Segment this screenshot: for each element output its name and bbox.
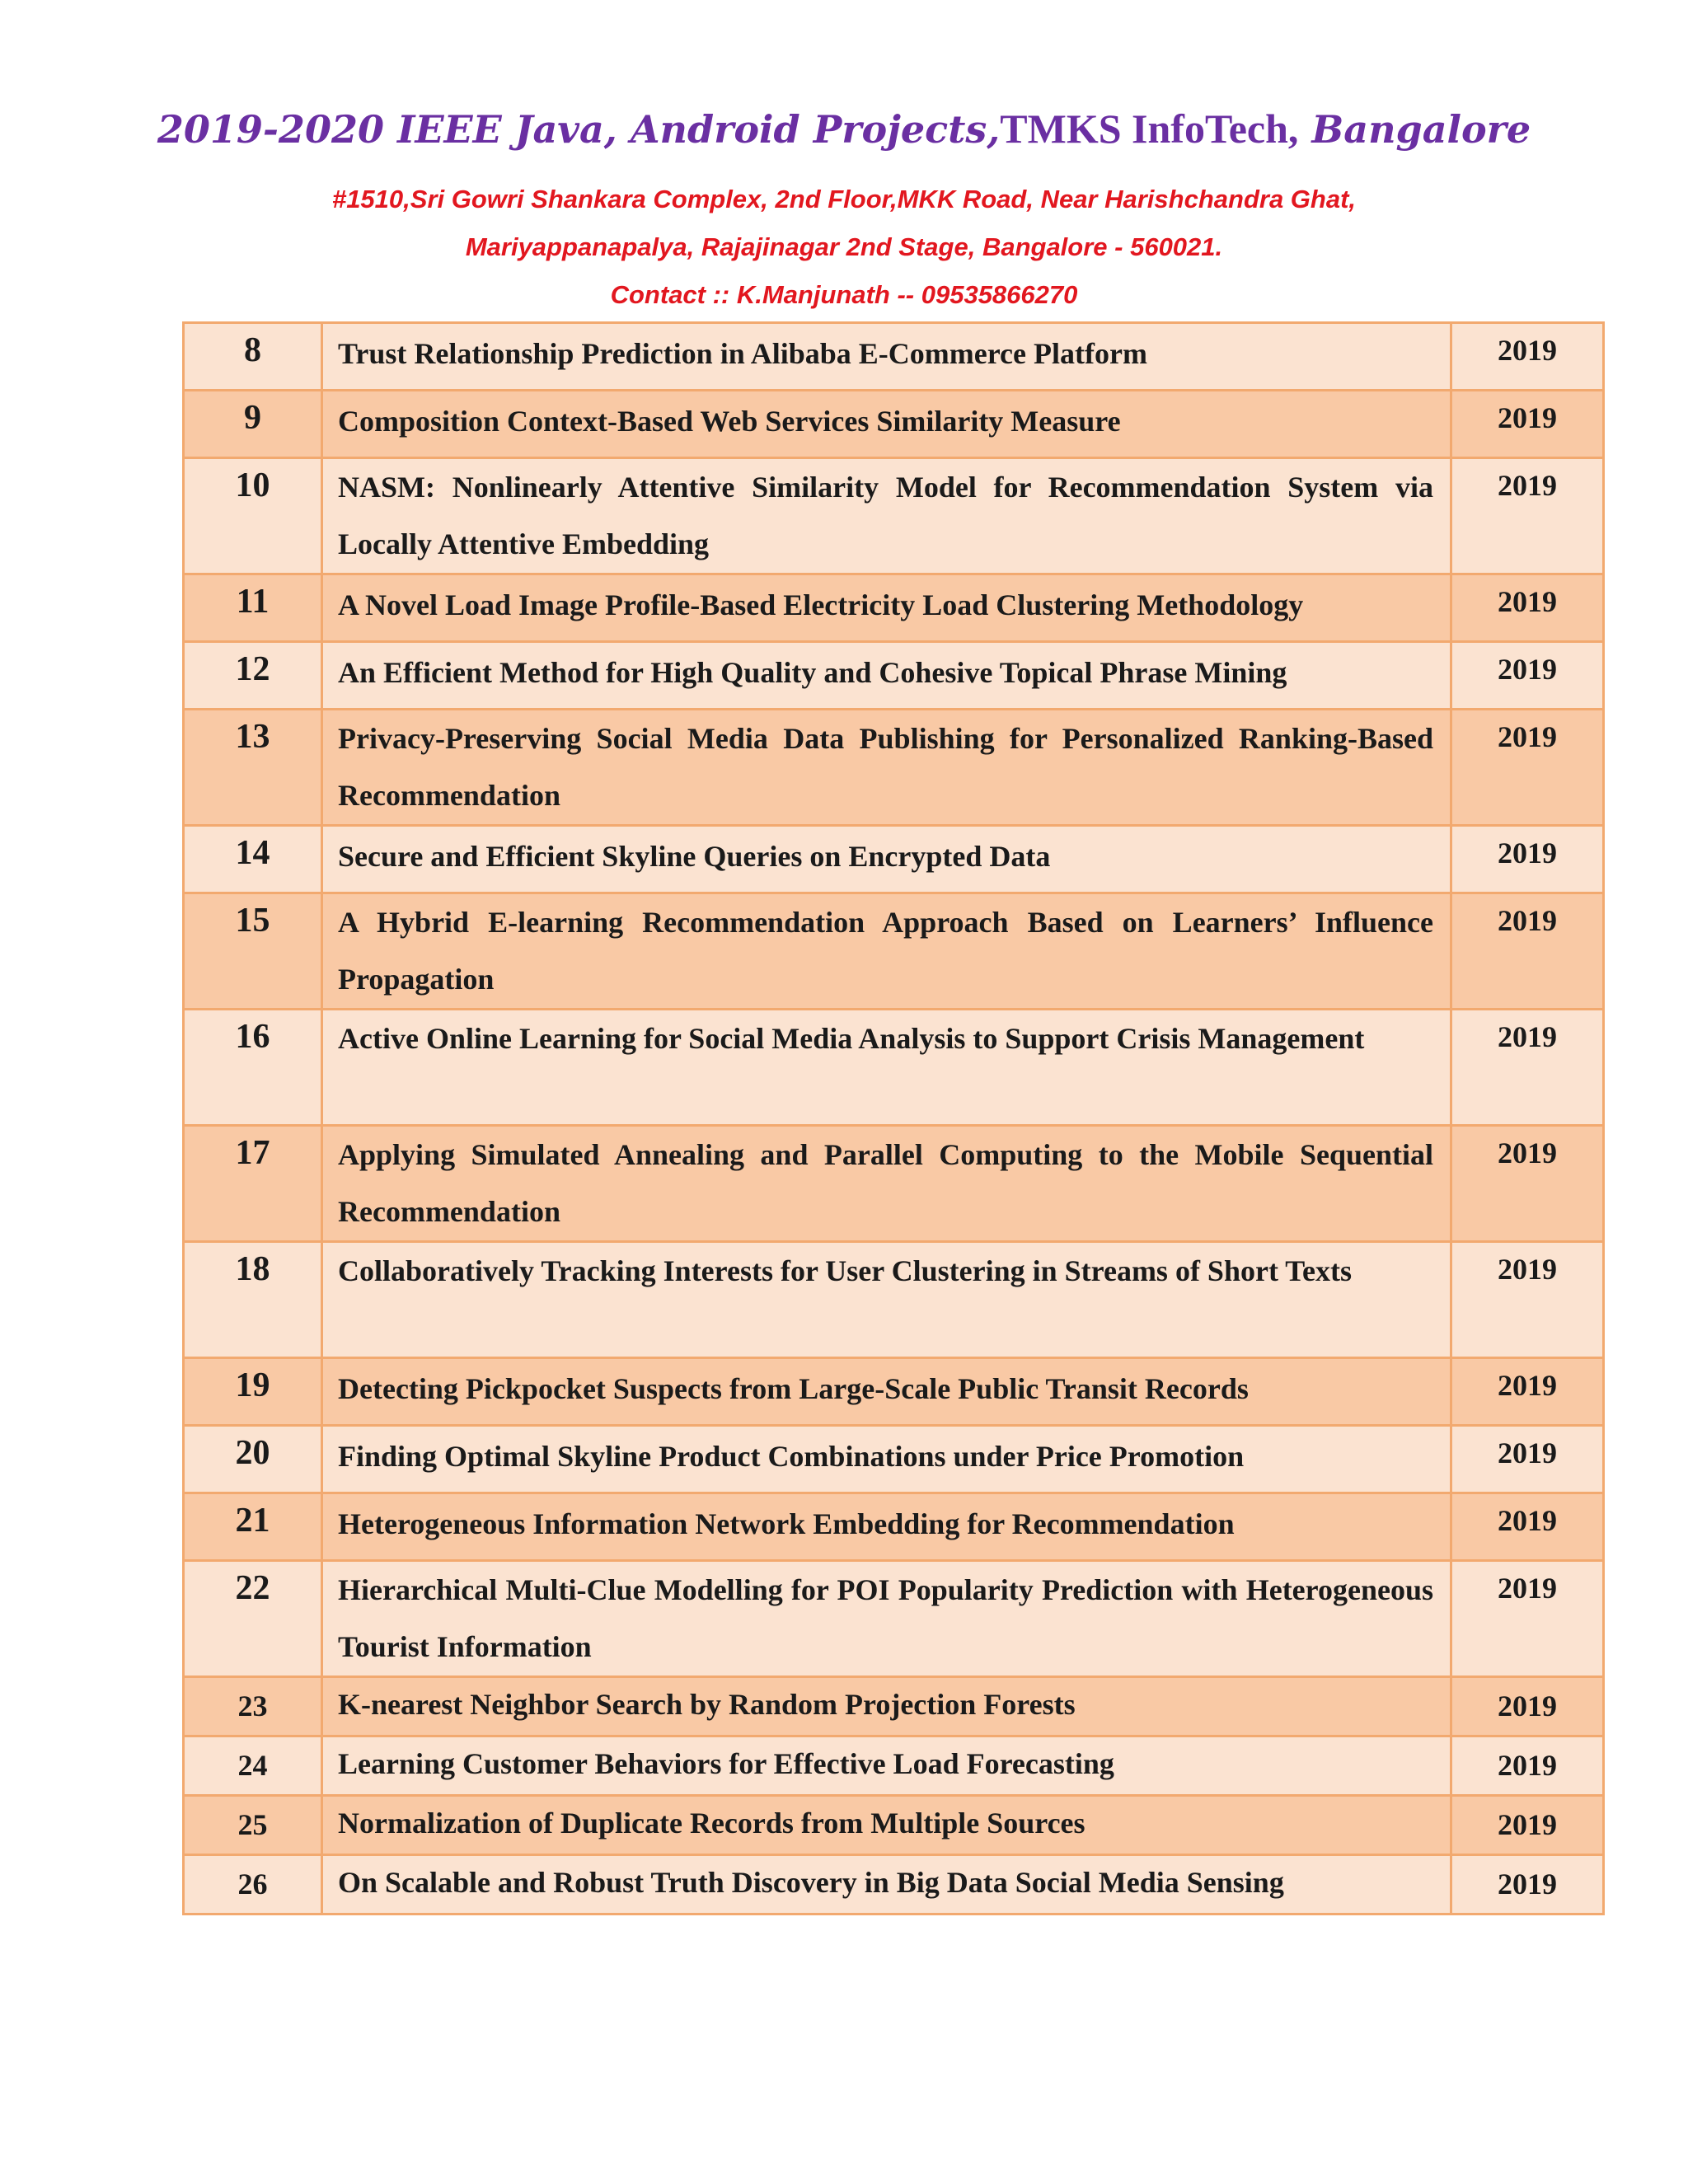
table-row: [184, 893, 1604, 1010]
table-row: [184, 323, 1604, 391]
project-year: 2019: [1451, 1493, 1604, 1561]
project-number: 14: [184, 826, 322, 893]
project-number: 15: [184, 893, 322, 1010]
project-title: Composition Context-Based Web Services Similarity Measure: [322, 391, 1451, 458]
address-line-2: Mariyappanapalya, Rajajinagar 2nd Stage, Bangalore - 560021.: [465, 232, 1223, 261]
project-year: 2019: [1451, 1677, 1604, 1736]
project-number: 21: [184, 1493, 322, 1561]
project-number: 11: [184, 574, 322, 642]
address-line-1: #1510,Sri Gowri Shankara Complex, 2nd Floor,MKK Road, Near Harishchandra Ghat,: [331, 185, 1357, 213]
table-row: [184, 391, 1604, 458]
project-title: Active Online Learning for Social Media Analysis to Support Crisis Management: [322, 1010, 1451, 1126]
table-row: [184, 1677, 1604, 1736]
project-number: 9: [184, 391, 322, 458]
project-title: Privacy-Preserving Social Media Data Publishing for Personalized Ranking-Based Recommendation: [322, 710, 1451, 826]
project-title: Learning Customer Behaviors for Effective Load Forecasting: [322, 1736, 1451, 1796]
table-row: [184, 1796, 1604, 1855]
project-title: Collaboratively Tracking Interests for User Clustering in Streams of Short Texts: [322, 1242, 1451, 1358]
project-year: 2019: [1451, 1358, 1604, 1426]
project-number: 13: [184, 710, 322, 826]
project-number: 22: [184, 1561, 322, 1677]
table-row: [184, 1126, 1604, 1242]
page-header: [0, 99, 1688, 319]
project-year: 2019: [1451, 710, 1604, 826]
project-number: 20: [184, 1426, 322, 1493]
project-title: Heterogeneous Information Network Embedding for Recommendation: [322, 1493, 1451, 1561]
table-row: [184, 1426, 1604, 1493]
project-title: A Hybrid E-learning Recommendation Approach Based on Learners’ Influence Propagation: [322, 893, 1451, 1010]
project-year: 2019: [1451, 642, 1604, 710]
project-title: K-nearest Neighbor Search by Random Projection Forests: [322, 1677, 1451, 1736]
page-title: [0, 99, 1688, 159]
project-number: 16: [184, 1010, 322, 1126]
table-row: [184, 458, 1604, 574]
project-number: 18: [184, 1242, 322, 1358]
table-row: [184, 574, 1604, 642]
project-title: Secure and Efficient Skyline Queries on Encrypted Data: [322, 826, 1451, 893]
table-row: [184, 1358, 1604, 1426]
project-year: 2019: [1451, 1010, 1604, 1126]
table-row: [184, 710, 1604, 826]
project-title: An Efficient Method for High Quality and Cohesive Topical Phrase Mining: [322, 642, 1451, 710]
project-year: 2019: [1451, 574, 1604, 642]
title-company: TMKS InfoTech,: [1000, 105, 1299, 152]
project-number: 8: [184, 323, 322, 391]
table-row: [184, 1493, 1604, 1561]
project-year: 2019: [1451, 1855, 1604, 1915]
project-year: 2019: [1451, 1426, 1604, 1493]
project-year: 2019: [1451, 1736, 1604, 1796]
project-year: 2019: [1451, 323, 1604, 391]
contact-line: Contact :: K.Manjunath -- 09535866270: [610, 280, 1078, 309]
title-projects: 2019-2020 IEEE Java, Android Projects,: [157, 107, 1001, 152]
project-number: 10: [184, 458, 322, 574]
project-year: 2019: [1451, 826, 1604, 893]
projects-table: [182, 321, 1605, 1915]
project-number: 23: [184, 1677, 322, 1736]
table-row: [184, 1242, 1604, 1358]
title-city: Bangalore: [1311, 107, 1531, 152]
project-title: Hierarchical Multi-Clue Modelling for POI Popularity Prediction with Heterogeneous Tourist Information: [322, 1561, 1451, 1677]
project-year: 2019: [1451, 1561, 1604, 1677]
project-title: Normalization of Duplicate Records from Multiple Sources: [322, 1796, 1451, 1855]
project-title: NASM: Nonlinearly Attentive Similarity Model for Recommendation System via Locally Attentive Embedding: [322, 458, 1451, 574]
project-number: 17: [184, 1126, 322, 1242]
project-year: 2019: [1451, 893, 1604, 1010]
project-title: A Novel Load Image Profile-Based Electricity Load Clustering Methodology: [322, 574, 1451, 642]
project-title: Trust Relationship Prediction in Alibaba E-Commerce Platform: [322, 323, 1451, 391]
table-row: [184, 642, 1604, 710]
project-number: 24: [184, 1736, 322, 1796]
table-row: [184, 1561, 1604, 1677]
project-title: On Scalable and Robust Truth Discovery in Big Data Social Media Sensing: [322, 1855, 1451, 1915]
project-number: 12: [184, 642, 322, 710]
project-number: 25: [184, 1796, 322, 1855]
project-number: 26: [184, 1855, 322, 1915]
project-year: 2019: [1451, 1242, 1604, 1358]
table-row: [184, 1010, 1604, 1126]
project-year: 2019: [1451, 1796, 1604, 1855]
project-title: Detecting Pickpocket Suspects from Large-Scale Public Transit Records: [322, 1358, 1451, 1426]
table-row: [184, 1736, 1604, 1796]
project-title: Finding Optimal Skyline Product Combinations under Price Promotion: [322, 1426, 1451, 1493]
project-year: 2019: [1451, 1126, 1604, 1242]
project-number: 19: [184, 1358, 322, 1426]
table-row: [184, 1855, 1604, 1915]
table-row: [184, 826, 1604, 893]
project-year: 2019: [1451, 458, 1604, 574]
project-title: Applying Simulated Annealing and Parallel Computing to the Mobile Sequential Recommendation: [322, 1126, 1451, 1242]
project-year: 2019: [1451, 391, 1604, 458]
